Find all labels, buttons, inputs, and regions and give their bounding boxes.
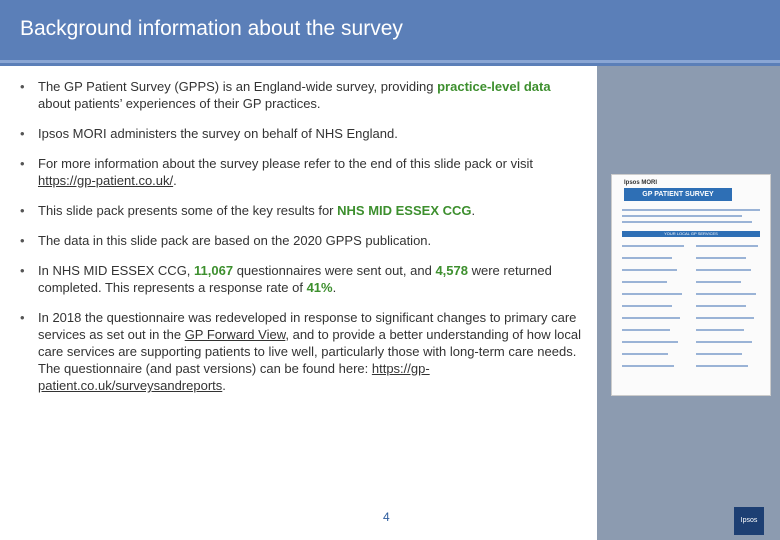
- doc-text-line: [696, 353, 742, 355]
- text: about patients’ experiences of their GP practices.: [38, 96, 321, 111]
- gp-forward-view-link[interactable]: GP Forward View: [184, 327, 286, 342]
- header-divider: [0, 60, 780, 63]
- doc-text-line: [622, 329, 670, 331]
- copyright-text: © Ipsos MORI: [18, 531, 63, 538]
- text: The GP Patient Survey (GPPS) is an England-wide survey, providing: [38, 79, 438, 94]
- text: In 2018 the questionnaire was redeveloped in response to significant changes to primary care services as set out in the: [38, 310, 577, 342]
- doc-logo: Ipsos MORI: [624, 180, 658, 186]
- doc-text-line: [622, 257, 672, 259]
- surveys-reports-link[interactable]: https://gp-patient.co.uk/surveysandreports: [38, 361, 430, 393]
- reference-text: 19-071909-01 | Version 1 | Public: [76, 531, 180, 538]
- doc-text-line: [622, 215, 742, 217]
- doc-text-line: [696, 269, 751, 271]
- footer-logo-subtitle: Social Research Institute: [18, 517, 118, 527]
- gp-patient-link[interactable]: https://gp-patient.co.uk/: [38, 173, 174, 188]
- doc-text-line: [696, 293, 756, 295]
- footer-logo: Ipsos MORI: [18, 505, 79, 517]
- bullet-administration: [20, 125, 586, 142]
- doc-text-line: [696, 245, 758, 247]
- doc-text-line: [622, 221, 752, 223]
- ipsos-badge-icon: Ipsos: [734, 507, 764, 535]
- doc-text-line: [622, 245, 684, 247]
- ccg-name-highlight: NHS MID ESSEX CCG: [337, 203, 472, 218]
- bullet-redevelopment: [20, 309, 586, 394]
- bullet-ccg-results: [20, 202, 586, 219]
- bullet-data-source: [20, 232, 586, 249]
- doc-text-line: [696, 317, 754, 319]
- doc-text-line: [622, 305, 672, 307]
- text: were returned completed. This represents a response rate of: [38, 263, 552, 295]
- header-bar: [0, 0, 780, 66]
- text: .: [222, 378, 226, 393]
- returned-count: 4,578: [435, 263, 468, 278]
- text: .: [471, 203, 476, 218]
- page-number: 4: [383, 510, 390, 524]
- doc-text-line: [622, 269, 677, 271]
- text: .: [332, 280, 337, 295]
- doc-text-line: [622, 209, 760, 211]
- text: , and to provide a better understanding of how local care services are supporting patients to live well, particularly those with long-term care needs. The questionnaire (and past versions) can be found here:: [38, 327, 581, 376]
- doc-text-line: [622, 317, 680, 319]
- questionnaire-thumbnail: [611, 174, 771, 396]
- bullet-more-info: [20, 155, 586, 189]
- bullet-list: [20, 78, 586, 407]
- doc-text-line: [696, 365, 748, 367]
- highlight: practice-level data: [437, 79, 551, 94]
- page-title: Background information about the survey: [20, 17, 403, 40]
- text: For more information about the survey please refer to the end of this slide pack or visit: [38, 156, 533, 171]
- response-rate: 41%: [306, 280, 333, 295]
- doc-text-line: [622, 293, 682, 295]
- doc-text-line: [696, 257, 746, 259]
- text: .: [173, 173, 177, 188]
- doc-text-line: [696, 305, 746, 307]
- text: The data in this slide pack are based on the 2020 GPPS publication.: [38, 233, 432, 248]
- doc-text-line: [696, 281, 741, 283]
- sent-count: 11,067: [194, 263, 234, 278]
- doc-text-line: [696, 341, 752, 343]
- text: This slide pack presents some of the key results for: [38, 203, 338, 218]
- text: Ipsos MORI administers the survey on behalf of NHS England.: [38, 126, 398, 141]
- doc-text-line: [622, 341, 678, 343]
- text: questionnaires were sent out, and: [233, 263, 436, 278]
- text: In NHS MID ESSEX CCG,: [38, 263, 195, 278]
- doc-section-bar: YOUR LOCAL GP SERVICES: [622, 231, 760, 237]
- bullet-response-rate: [20, 262, 586, 296]
- doc-text-line: [622, 281, 667, 283]
- bullet-gpps-intro: [20, 78, 586, 112]
- doc-title: GP PATIENT SURVEY: [624, 188, 732, 201]
- doc-text-line: [622, 353, 668, 355]
- doc-text-line: [696, 329, 744, 331]
- doc-text-line: [622, 365, 674, 367]
